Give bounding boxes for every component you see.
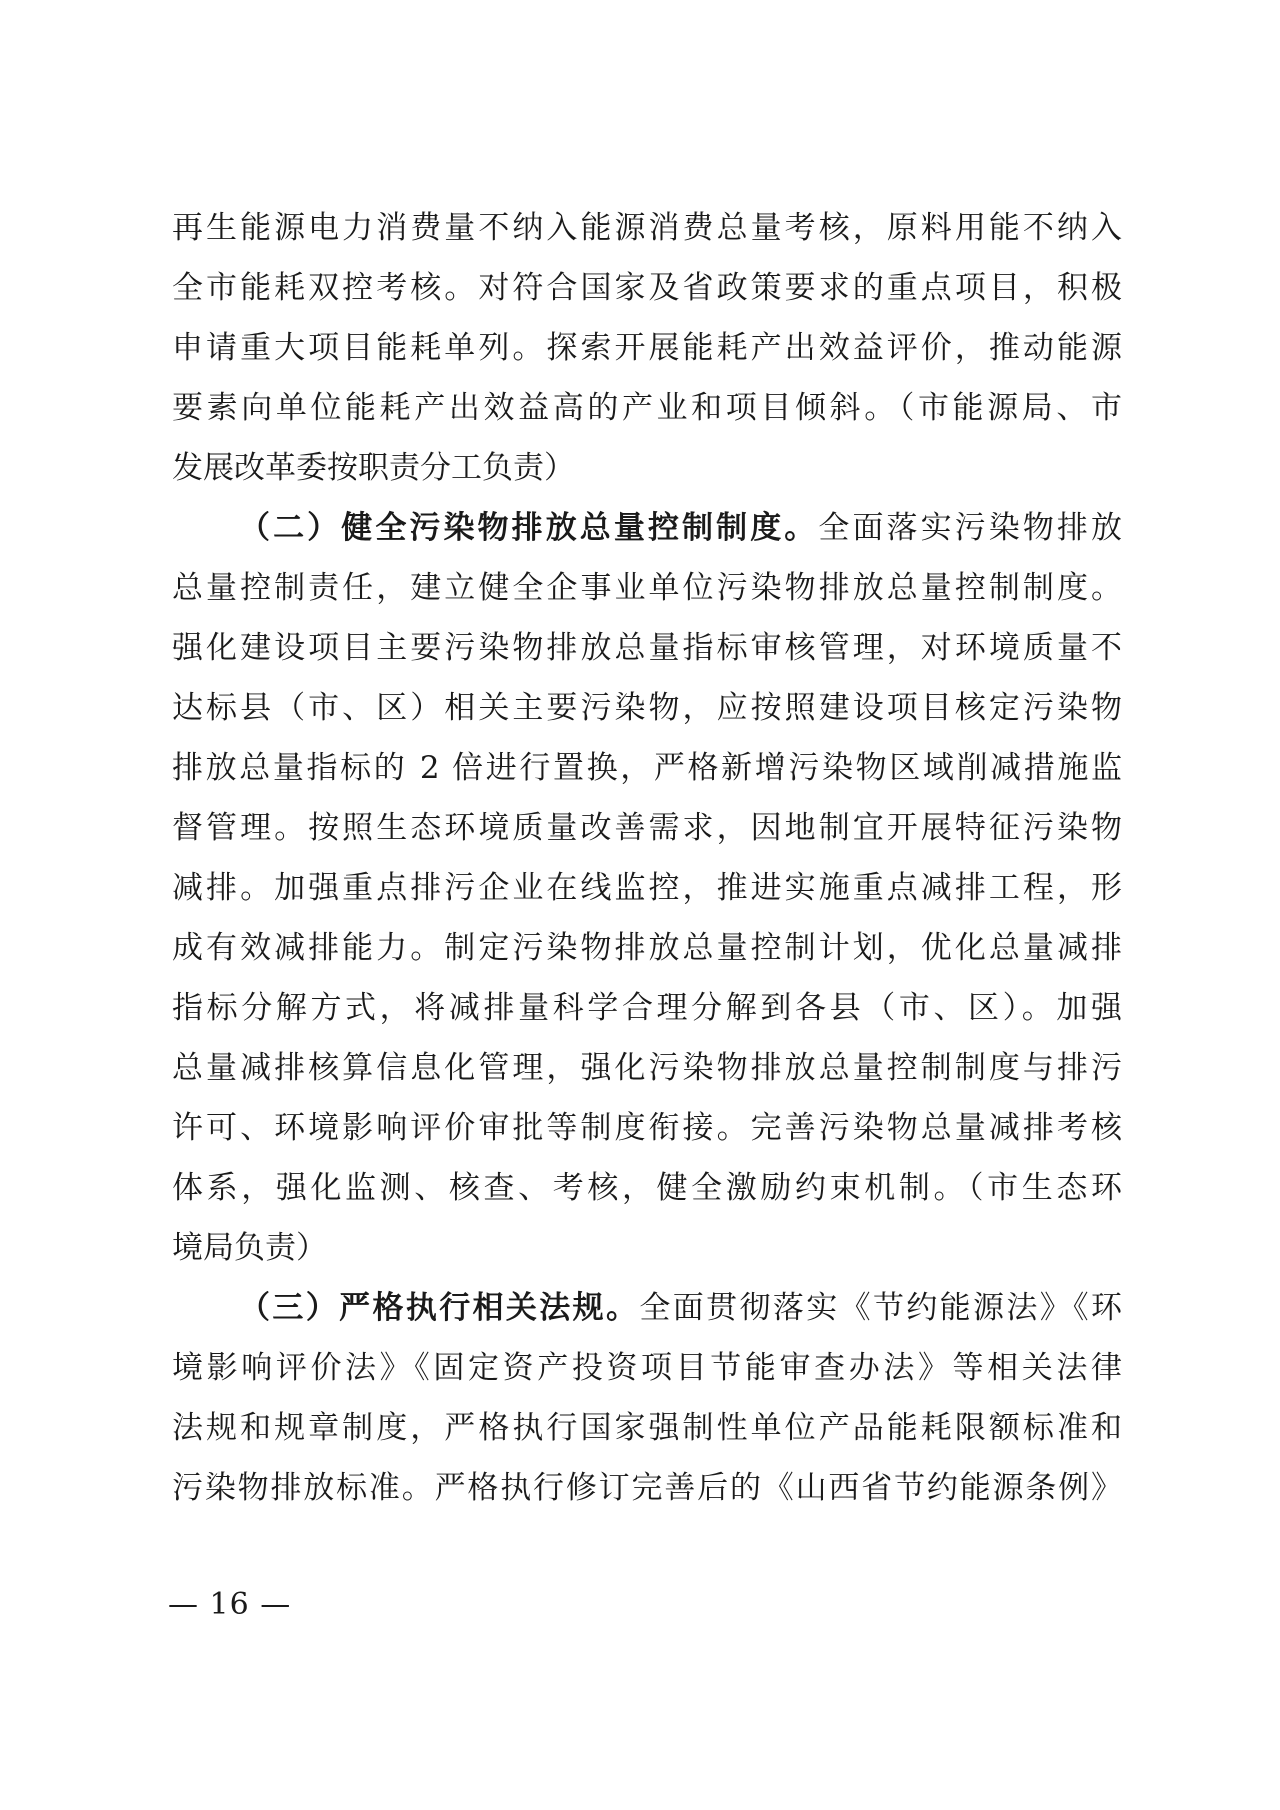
body-line: 发展改革委按职责分工负责） bbox=[172, 450, 575, 486]
body-line: 达标县（市、区）相关主要污染物，应按照建设项目核定污染物 bbox=[172, 690, 1122, 726]
body-line: 排放总量指标的 2 倍进行置换，严格新增污染物区域削减措施监 bbox=[172, 750, 1122, 786]
body-line: 境影响评价法》《固定资产投资项目节能审查办法》等相关法律 bbox=[172, 1350, 1122, 1386]
body-line: 指标分解方式，将减排量科学合理分解到各县（市、区）。加强 bbox=[172, 990, 1122, 1026]
body-line: 再生能源电力消费量不纳入能源消费总量考核，原料用能不纳入 bbox=[172, 210, 1122, 246]
body-line: 法规和规章制度，严格执行国家强制性单位产品能耗限额标准和 bbox=[172, 1410, 1122, 1446]
section-2-heading: （二）健全污染物排放总量控制制度。 bbox=[239, 510, 819, 546]
section-3-text: 全面贯彻落实《节约能源法》《环 bbox=[639, 1290, 1123, 1326]
section-2-first-line bbox=[239, 496, 1122, 560]
body-line: 成有效减排能力。制定污染物排放总量控制计划，优化总量减排 bbox=[172, 930, 1122, 966]
body-line: 许可、环境影响评价审批等制度衔接。完善污染物总量减排考核 bbox=[172, 1110, 1122, 1146]
body-line: 污染物排放标准。严格执行修订完善后的《山西省节约能源条例》 bbox=[172, 1470, 1122, 1506]
section-2-text: 全面落实污染物排放 bbox=[818, 510, 1122, 546]
body-line: 全市能耗双控考核。对符合国家及省政策要求的重点项目，积极 bbox=[172, 270, 1122, 306]
page-number: — 16 — bbox=[168, 1587, 292, 1622]
body-line: 督管理。按照生态环境质量改善需求，因地制宜开展特征污染物 bbox=[172, 810, 1122, 846]
body-line: 要素向单位能耗产出效益高的产业和项目倾斜。（市能源局、市 bbox=[172, 390, 1122, 426]
body-line: 总量控制责任，建立健全企事业单位污染物排放总量控制制度。 bbox=[172, 570, 1122, 606]
section-3-heading: （三）严格执行相关法规。 bbox=[239, 1290, 640, 1326]
body-line: 总量减排核算信息化管理，强化污染物排放总量控制制度与排污 bbox=[172, 1050, 1122, 1086]
body-line: 境局负责） bbox=[172, 1230, 327, 1266]
body-line: 强化建设项目主要污染物排放总量指标审核管理，对环境质量不 bbox=[172, 630, 1122, 666]
section-3-first-line bbox=[239, 1276, 1122, 1340]
body-line: 减排。加强重点排污企业在线监控，推进实施重点减排工程，形 bbox=[172, 870, 1122, 906]
body-line: 申请重大项目能耗单列。探索开展能耗产出效益评价，推动能源 bbox=[172, 330, 1122, 366]
body-line: 体系，强化监测、核查、考核，健全激励约束机制。（市生态环 bbox=[172, 1170, 1122, 1206]
